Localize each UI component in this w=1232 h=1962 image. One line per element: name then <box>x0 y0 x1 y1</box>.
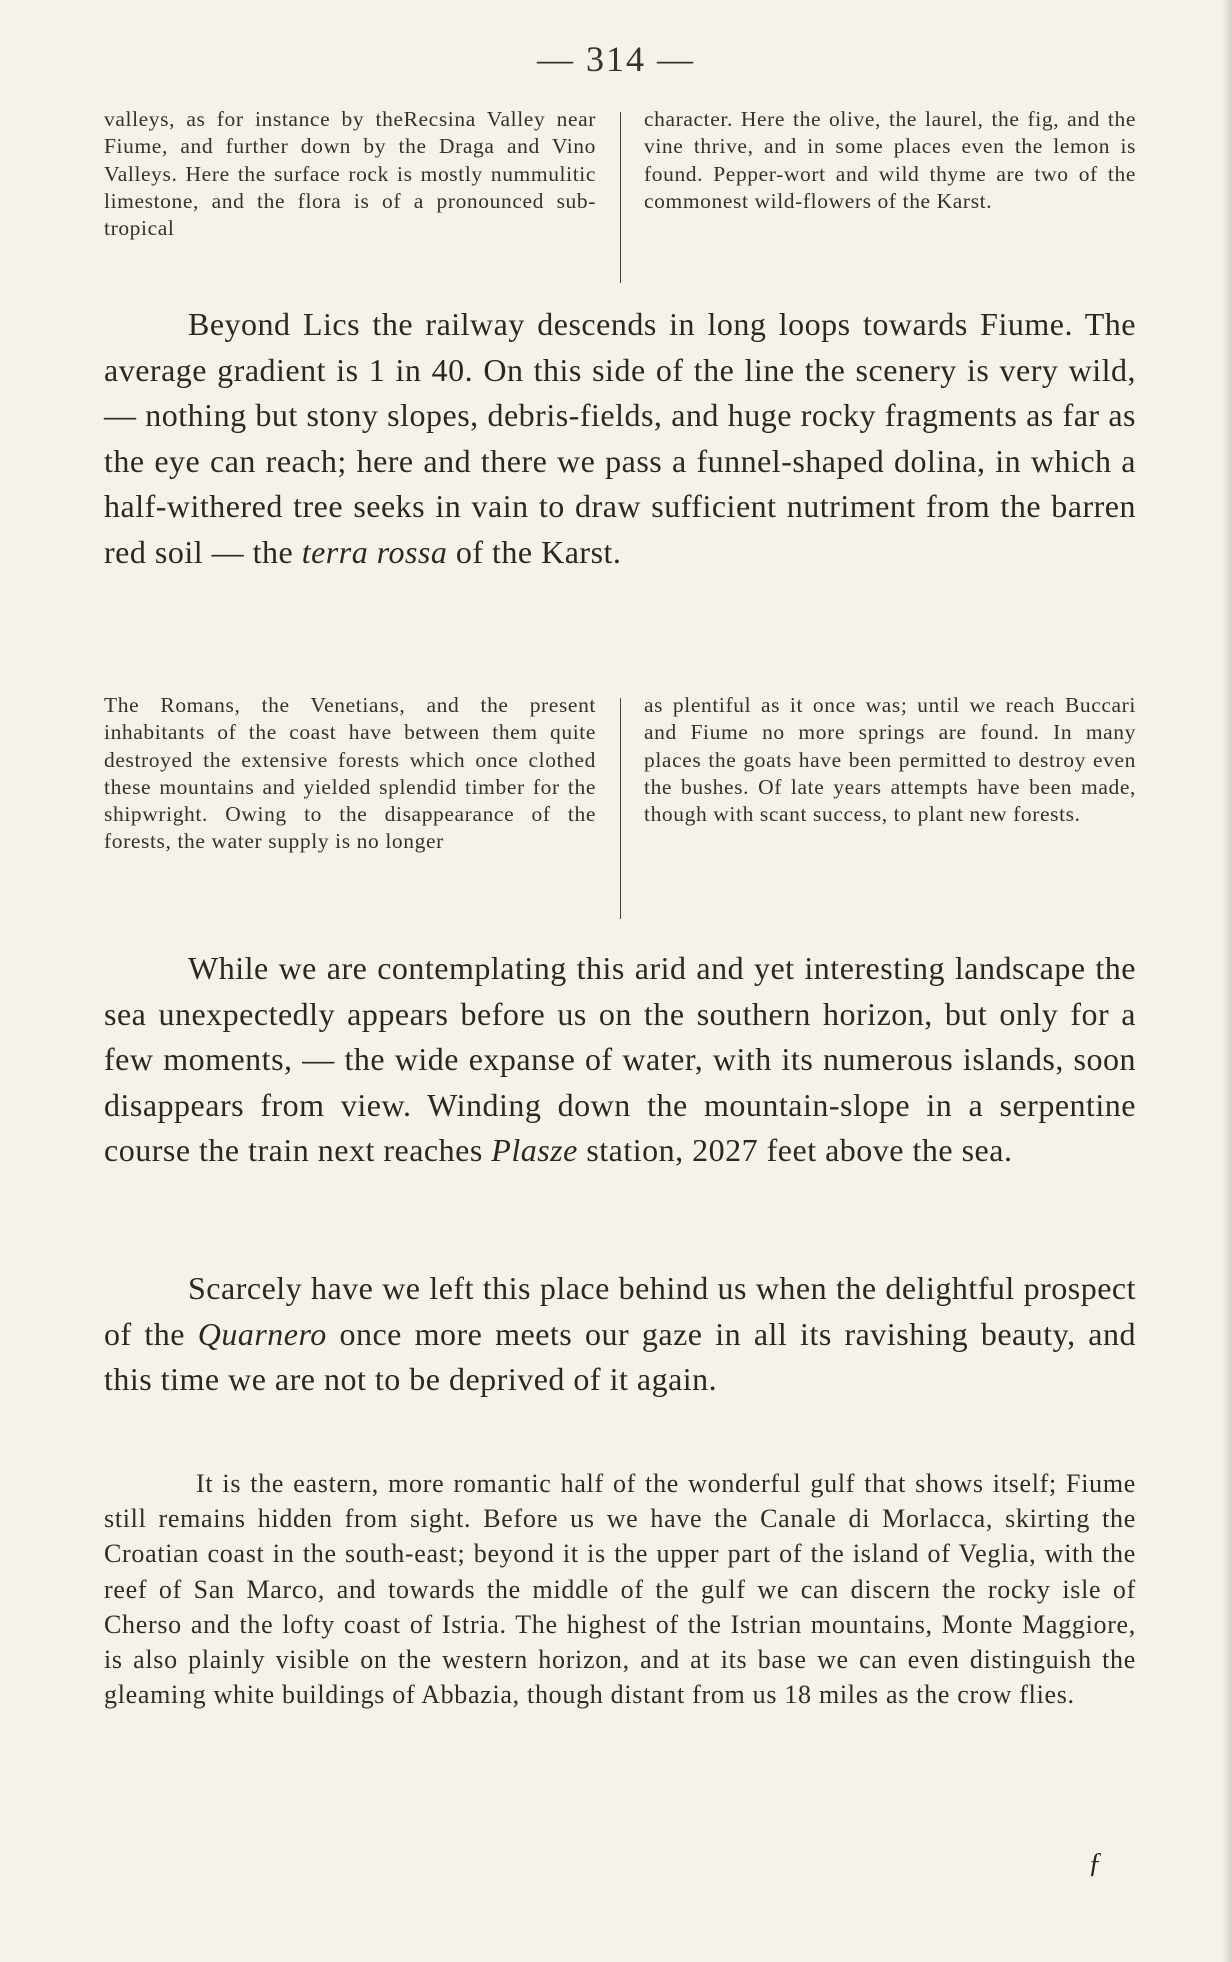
paragraph-text: While we are contemplating this arid and yet interesting landscape the sea unexpectedly appears before us on the southern horizon, but only for a few moments, — the wide expanse of water, with its numerous islands, soon disappears from view. Winding down the mountain-slope in a serpentine course the train next reaches <box>104 950 1136 1168</box>
sidenote-middle-right: as plentiful as it once was; until we reach Buccari and Fiume no more springs are found. In many places the goats have been permitted to destroy even the bushes. Of late years attempts have been made, though with scant success, to plant new forests. <box>644 693 1136 827</box>
column-divider <box>620 112 621 283</box>
paragraph-beyond-lics <box>104 302 1136 575</box>
italic-term: terra rossa <box>301 533 448 570</box>
paragraph-end: once more meets our gaze in all its ravishing beauty, and this time we are not to be deprived of it again. <box>104 1315 1137 1397</box>
italic-place: Quarnero <box>197 1315 327 1352</box>
paragraph-eastern-half <box>104 1466 1136 1712</box>
paragraph-end: station, 2027 feet above the sea. <box>577 1132 1013 1168</box>
paragraph-contemplating <box>104 946 1136 1174</box>
paragraph-text: It is the eastern, more romantic half of the wonderful gulf that shows itself; Fiume still remains hidden from sight. Before us we have the Canale di Morlacca, skirting the Croatian coast in the south-east; beyond it is the upper part of the island of Veglia, with the reef of San Marco, and towards the middle of the gulf we can discern the rocky isle of Cherso and the lofty coast of Istria. The highest of the Istrian mountains, Monte Maggiore, is also plainly visible on the western horizon, and at its base we can even distinguish the gleaming white buildings of Abbazia, though distant from us 18 miles as the crow flies. <box>104 1469 1136 1710</box>
sidenote-middle <box>104 692 1136 925</box>
sidenote-middle-left: The Romans, the Venetians, and the present inhabitants of the coast have between them quite destroyed the extensive forests which once clothed these mountains and yielded splendid timber for the shipwright. Owing to the disappearance of the forests, the water supply is no longer <box>104 693 596 854</box>
paragraph-scarcely <box>104 1266 1136 1403</box>
italic-place: Plasze <box>491 1132 578 1168</box>
paragraph-text: Beyond Lics the railway descends in long loops towards Fiume. The average gradient is 1 in 40. On this side of the line the scenery is very wild, — nothing but stony slopes, debris-fields, and huge rocky fragments as far as the eye can reach; here and there we pass a funnel-shaped dolina, in which a half-withered tree seeks in vain to draw sufficient nutriment from the barren red soil — the <box>104 306 1136 570</box>
stray-mark: ƒ <box>1088 1848 1102 1879</box>
sidenote-top <box>104 106 1136 289</box>
sidenote-top-right: character. Here the olive, the laurel, the fig, and the vine thrive, and in some places even the lemon is found. Pepper-wort and wild thyme are two of the commonest wild-flowers of the Karst. <box>644 107 1136 213</box>
paragraph-text: Scarcely have we left this place behind us when the delightful prospect of the <box>104 1270 1136 1352</box>
page-edge-shadow <box>1222 0 1232 1962</box>
column-divider <box>620 698 621 919</box>
paragraph-end: of the Karst. <box>447 533 622 570</box>
sidenote-top-left: valleys, as for instance by theRecsina Valley near Fiume, and further down by the Draga and Vino Valleys. Here the surface rock is mostly nummulitic limestone, and the flora is of a pronounced sub-tropical <box>104 107 596 241</box>
page-number: — 314 — <box>537 39 695 79</box>
